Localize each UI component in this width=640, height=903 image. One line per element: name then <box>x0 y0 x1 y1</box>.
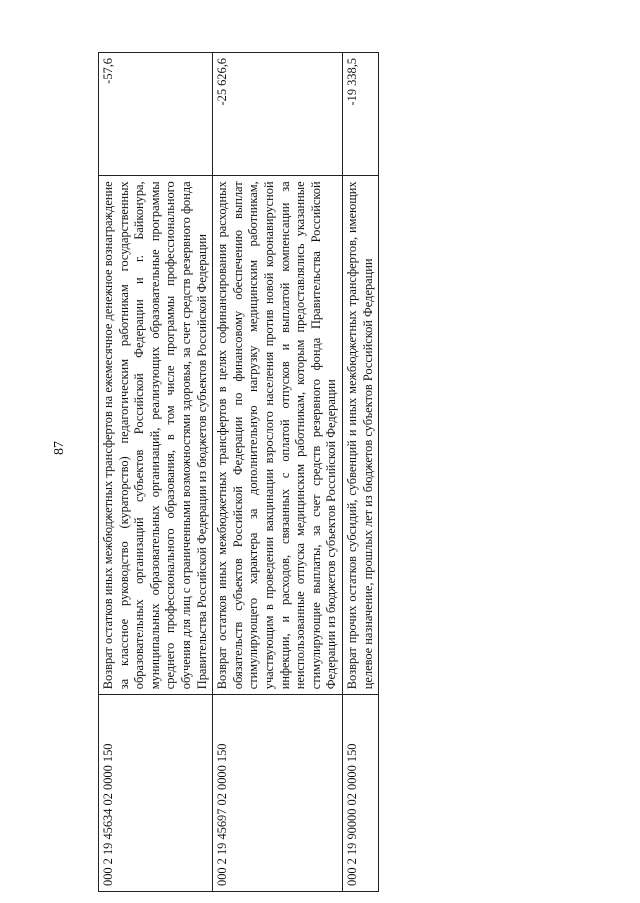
budget-table <box>98 52 379 892</box>
description-cell: Возврат остатков иных межбюджетных трансфертов в целях софинансирования расходных обязательств субъектов Российской Федерации по финансовому обеспечению выплат стимулирующего характера за дополнительную нагрузку медицинским работникам, участвующим в проведении вакцинации взрослого населения против новой коронавирусной инфекции, и расходов, связанных с оплатой отпусков и выплатой компенсации за неиспользованные отпуска медицинским работникам, которым предоставлялись указанные стимулирующие выплаты, за счет средств резервного фонда Правительства Российской Федерации из бюджетов субъектов Российской Федерации <box>213 176 343 695</box>
description-cell: Возврат остатков иных межбюджетных трансфертов на ежемесячное денежное вознаграждение за классное руководство (кураторство) педагогическим работникам государственных образовательных организаций субъектов Российской Федерации и г. Байконура, муниципальных образовательных организаций, реализующих образовательные программы среднего профессионального образования, в том числе программы профессионального обучения для лиц с ограниченными возможностями здоровья, за счет средств резервного фонда Правительства Российской Федерации из бюджетов субъектов Российской Федерации <box>99 176 213 695</box>
page-number: 87 <box>52 441 67 455</box>
table-row <box>342 53 378 892</box>
budget-code-cell: 000 2 19 90000 02 0000 150 <box>342 695 378 892</box>
budget-code-cell: 000 2 19 45697 02 0000 150 <box>213 695 343 892</box>
table-row <box>99 53 213 892</box>
amount-cell: -19 338,5 <box>342 53 378 176</box>
table-row <box>213 53 343 892</box>
amount-cell: -25 626,6 <box>213 53 343 176</box>
description-cell: Возврат прочих остатков субсидий, субвенций и иных межбюджетных трансфертов, имеющих целевое назначение, прошлых лет из бюджетов субъектов Российской Федерации <box>342 176 378 695</box>
budget-table-container <box>98 52 478 892</box>
budget-code-cell: 000 2 19 45634 02 0000 150 <box>99 695 213 892</box>
amount-cell: -57,6 <box>99 53 213 176</box>
budget-table-rotated <box>98 52 478 892</box>
